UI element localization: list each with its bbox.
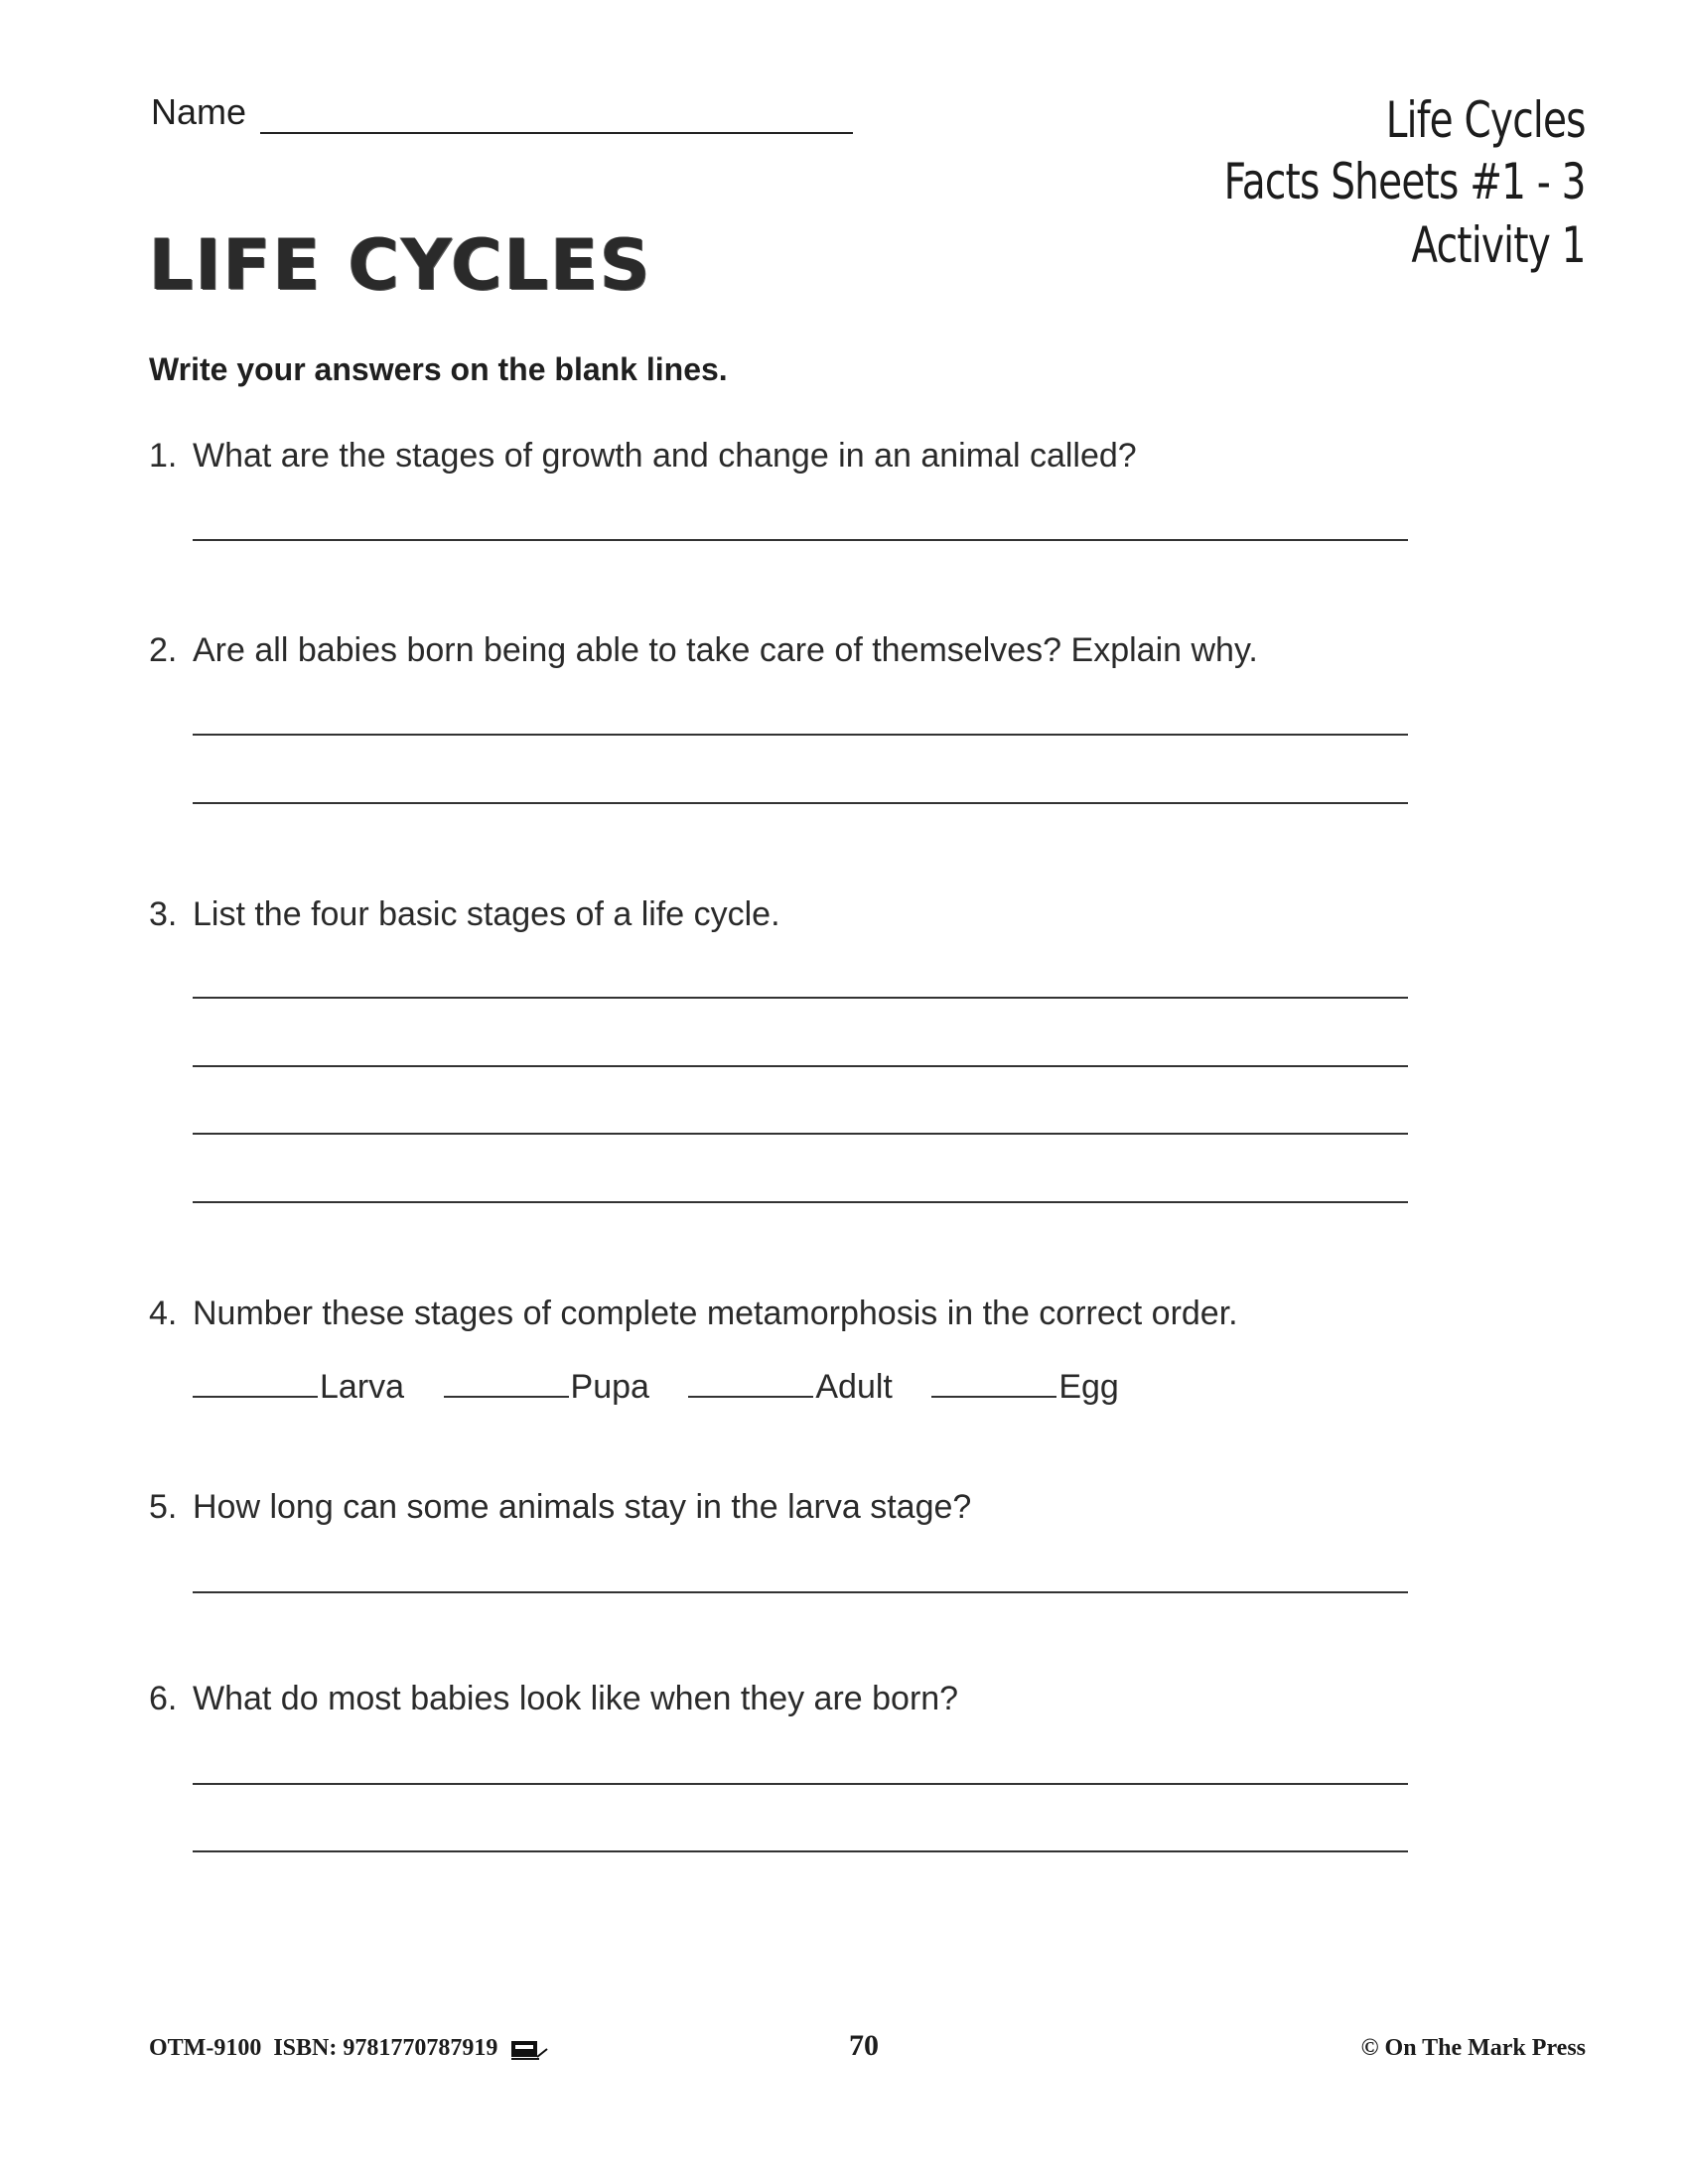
answer-line-5-1[interactable] [193,1591,1408,1593]
stage-label: Adult [815,1368,893,1406]
book-icon [509,2037,549,2061]
answer-line-6-1[interactable] [193,1783,1408,1785]
question-number: 6. [149,1680,178,1717]
header-fact-sheets: Facts Sheets #1 - 3 [1223,153,1586,210]
stage-ordering-row [193,1368,1149,1407]
question-number: 3. [149,895,178,933]
answer-line-6-2[interactable] [193,1850,1408,1852]
answer-line-2-2[interactable] [193,802,1408,804]
footer-isbn-text: OTM-9100 ISBN: 9781770787919 [149,2035,498,2061]
question-1 [149,437,1137,476]
name-field[interactable] [260,132,853,134]
question-number: 2. [149,631,178,669]
question-text: Number these stages of complete metamorphosis in the correct order. [193,1295,1238,1332]
answer-line-3-2[interactable] [193,1065,1408,1067]
page-number: 70 [849,2029,879,2062]
stage-blank-larva[interactable] [193,1396,318,1398]
question-number: 1. [149,437,178,475]
stage-label: Egg [1058,1368,1119,1406]
question-2 [149,631,1258,670]
stage-blank-adult[interactable] [688,1396,813,1398]
answer-line-3-3[interactable] [193,1133,1408,1135]
question-number: 4. [149,1295,178,1332]
header-subject: Life Cycles [1385,91,1586,149]
stage-pupa [444,1368,649,1407]
stage-blank-egg[interactable] [931,1396,1056,1398]
answer-line-3-4[interactable] [193,1201,1408,1203]
answer-line-1-1[interactable] [193,539,1408,541]
question-text: List the four basic stages of a life cycle. [193,895,780,933]
question-number: 5. [149,1488,178,1526]
question-text: Are all babies born being able to take care of themselves? Explain why. [193,631,1258,669]
header-activity: Activity 1 [1411,216,1586,274]
answer-line-2-1[interactable] [193,734,1408,736]
question-3 [149,895,780,934]
stage-adult [688,1368,893,1407]
question-4 [149,1295,1238,1333]
question-text: How long can some animals stay in the larva stage? [193,1488,972,1526]
name-label: Name [151,91,247,132]
answer-line-3-1[interactable] [193,997,1408,999]
question-text: What do most babies look like when they are born? [193,1680,959,1717]
question-text: What are the stages of growth and change in an animal called? [193,437,1137,475]
stage-label: Larva [320,1368,405,1406]
instructions: Write your answers on the blank lines. [149,351,728,387]
question-5 [149,1488,971,1527]
footer-copyright: © On The Mark Press [1360,2035,1586,2061]
page-title: LIFE CYCLES [149,224,652,306]
stage-egg [931,1368,1119,1407]
question-6 [149,1680,958,1718]
stage-blank-pupa[interactable] [444,1396,569,1398]
stage-larva [193,1368,404,1407]
footer-isbn [149,2035,549,2062]
stage-label: Pupa [570,1368,649,1406]
